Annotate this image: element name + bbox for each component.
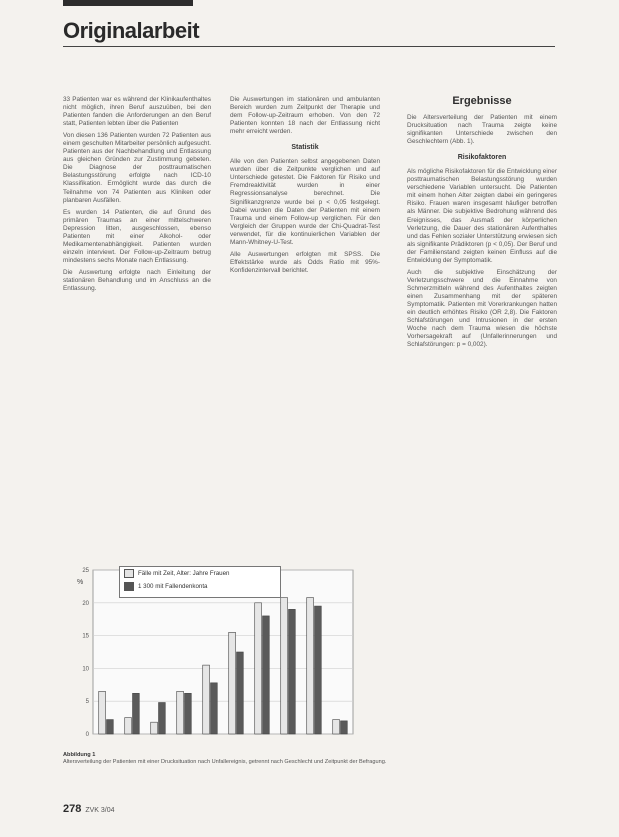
y-tick-label: 0 [85, 732, 89, 738]
bar-light [281, 598, 288, 734]
paragraph: Die Altersverteilung der Patienten mit einem Drucksituation nach Trauma zeigte keine signifikanten Unterschiede zwischen den Geschlechtern (Abb. 1). [407, 114, 557, 146]
bar-light [203, 665, 210, 734]
legend-swatch [124, 582, 134, 591]
bar-dark [341, 721, 348, 734]
text-column-3 [407, 106, 557, 353]
paragraph: Auch die subjektive Einschätzung der Verletzungsschwere und die Einnahme von Schmerzmitteln während des Aufenthaltes zeigten einen Zusammenhang mit der späteren Symptomatik. Patienten mit Vorerkrankungen hatten ein deutlich erhöhtes Risiko (OR 2,8). Die Faktoren Schlafstörungen und Intrusionen in der ersten Woche nach dem Trauma wiesen die höchste Vorhersagekraft auf (Unfallerinnerungen und Schlafstörungen: p = 0,002). [407, 268, 557, 349]
y-tick-label: 10 [82, 666, 89, 673]
chart-legend [119, 566, 281, 598]
y-tick-label: 25 [82, 568, 89, 574]
paragraph: Die Auswertungen im stationären und ambulanten Bereich wurden zum Zeitpunkt der Therapie und dem Follow-up-Zeitraum erhoben. Von den 72 Patienten konnten 18 nach der Entlassung nicht mehr erreicht werden. [230, 96, 380, 136]
journal-ref: ZVK 3/04 [85, 807, 115, 814]
bar-dark [159, 703, 166, 734]
paragraph: Alle Auswertungen erfolgten mit SPSS. Die Effektstärke wurde als Odds Ratio mit 95%-Konfidenzintervall berichtet. [230, 250, 380, 274]
subheading-statistik: Statistik [291, 144, 319, 152]
bar-dark [107, 720, 114, 734]
results-heading: Ergebnisse [452, 95, 512, 107]
figure-caption [63, 752, 393, 766]
y-axis-label: % [77, 579, 84, 586]
y-tick-label: 5 [85, 699, 89, 706]
legend-swatch [124, 569, 134, 578]
paragraph: 33 Patienten war es während der Klinikaufenthaltes nicht möglich, ihren Beruf auszuüben, bei den Patienten fanden die Anforderungen an den Beruf statt, Patienten lebten über die Patienten [63, 96, 211, 128]
y-tick-label: 15 [82, 633, 89, 640]
bar-dark [211, 683, 218, 734]
header-bar [63, 0, 193, 6]
bar-light [255, 603, 262, 734]
paragraph: Die Auswertung erfolgte nach Einleitung der stationären Behandlung und im Anschluss an die Entlassung. [63, 268, 211, 293]
paragraph: Als mögliche Risikofaktoren für die Entwicklung einer posttraumatischen Belastungsstörung wurden verschiedene Variablen untersucht. Die Patienten mit einem hohen Alter zeigten dabei ein geringeres Risiko. Frauen waren insgesamt häufiger betroffen als Männer. Die subjektive Bedrohung während des Ereignisses, das Ausmaß der körperlichen Verletzung, die Dauer des stationären Aufenthaltes und das Fehlen sozialer Unterstützung erwiesen sich als signifikante Prädiktoren (p < 0,05). Der Beruf und der Familienstand zeigten keinen Einfluss auf die Entwicklung der Symptomatik. [407, 168, 557, 264]
bar-dark [263, 616, 270, 734]
paragraph: Es wurden 14 Patienten, die auf Grund des primären Traumas an einer mittelschweren Depression litten, ausgeschlossen, ebenso Patienten mit einer Alkohol- oder Medikamentenabhängigkeit. Patienten wurden einzeln interviewt. Der Follow-up-Zeitraum betrug mindestens sechs Monate nach Entlassung. [63, 208, 211, 264]
text-column-1 [63, 96, 211, 297]
page-number: 278 [63, 803, 82, 815]
legend-entry [120, 580, 280, 593]
bar-dark [315, 606, 322, 734]
bar-dark [237, 652, 244, 734]
bar-light [125, 718, 132, 734]
paragraph: Von diesen 136 Patienten wurden 72 Patienten aus einem geschulten Mitarbeiter persönlich aufgesucht. Patienten aus der Nachbehandlung und Entlassung aus gleichen Gründen zur Zustimmung gebeten. Die Diagnose der posttraumatischen Belastungsstörung erfolgte nach ICD-10 Klassifikation. Ermöglicht wurde das durch die Teilnahme von 74 Patienten aus Kliniken oder planbaren Ausfällen. [63, 132, 211, 204]
bar-light [307, 598, 314, 734]
bar-light [151, 722, 158, 734]
legend-label: 1 300 mit Fallendenkonta [138, 583, 208, 590]
section-title: Originalarbeit [63, 18, 200, 43]
subheading-risikofaktoren: Risikofaktoren [457, 154, 507, 162]
bar-light [99, 691, 106, 734]
bar-dark [133, 693, 140, 734]
caption-label: Abbildung 1 [63, 752, 96, 758]
legend-entry [120, 567, 280, 580]
legend-label: Fälle mit Zeit, Alter: Jahre Frauen [138, 570, 230, 577]
page-footer [63, 803, 115, 815]
bar-dark [185, 693, 192, 734]
bar-light [229, 632, 236, 734]
y-tick-label: 20 [82, 600, 89, 607]
bar-light [177, 691, 184, 734]
bar-dark [289, 609, 296, 734]
paragraph: Alle von den Patienten selbst angegebenen Daten wurden über die Zeitpunkte verglichen und auf Unterschiede getestet. Die Faktoren für Risiko und Fremdreaktivität wurden in einer Regressionsanalyse berechnet. Die Signifikanzgrenze wurde bei p < 0,05 festgelegt. Dabei wurden die Daten der Patienten mit einem Trauma und einem Follow-up verglichen. Für den Vergleich der Gruppen wurde der Chi-Quadrat-Test verwendet, für die kontinuierlichen Variablen der Mann-Whitney-U-Test. [230, 158, 380, 246]
header-rule [63, 46, 555, 47]
caption-text: Altersverteilung der Patienten mit einer Drucksituation nach Unfallereignis, getrennt nach Geschlecht und Zeitpunkt der Befragung. [63, 759, 387, 765]
bar-light [333, 720, 340, 734]
text-column-2 [230, 96, 380, 279]
